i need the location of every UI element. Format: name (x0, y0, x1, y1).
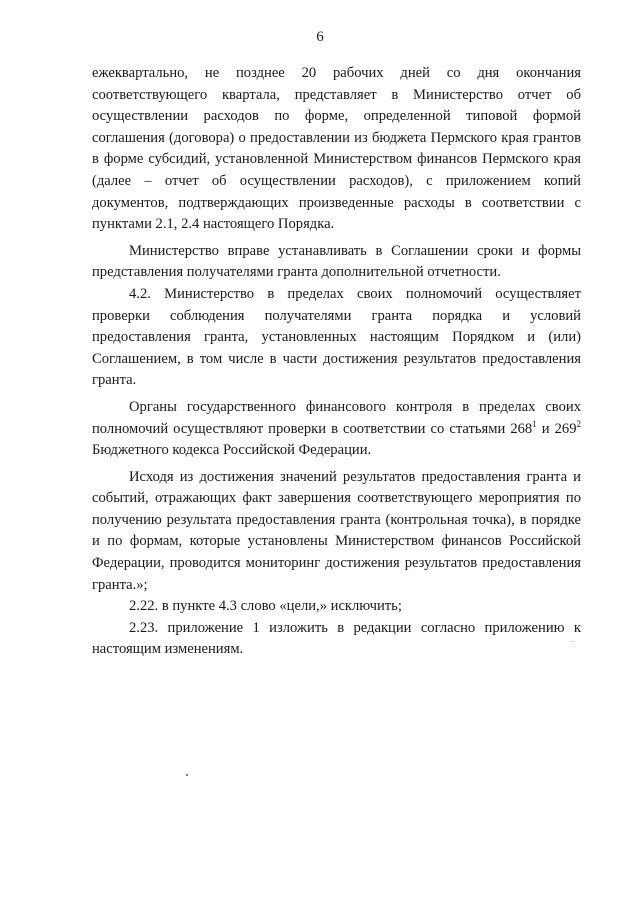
paragraph-2-22: 2.22. в пункте 4.3 слово «цели,» исключить; (129, 598, 402, 615)
paragraph-4-2-inspections: 4.2. Министерство в пределах своих полномочий осуществляет проверки соблюдения получателями гранта порядка и условий предоставления гранта, установленных настоящим Порядком и (или) Соглашением, в том числе в части достижения результатов предоставления гранта. (92, 285, 581, 389)
financial-control-text-start: Органы государственного финансового контроля в пределах своих полномочий осуществляют проверки в соответствии со статьями 268 (92, 398, 581, 437)
financial-control-text-end: Бюджетного кодекса Российской Федерации. (92, 442, 372, 459)
scan-speck (571, 641, 572, 642)
paragraph-report-continuation: ежеквартально, не позднее 20 рабочих дней со дня окончания соответствующего квартала, представляет в Министерство отчет об осуществлении расходов по форме, определенной типовой формой соглашения (договора) о предоставлении из бюджета Пермского края грантов в форме субсидий, установленной Министерством финансов Пермского края (далее – отчет об осуществлении расходов), с приложением копий документов, подтверждающих произведенные расходы в соответствии с пунктами 2.1, 2.4 настоящего Порядка. (92, 65, 581, 233)
scan-speck (186, 774, 188, 776)
article-269-superscript: 2 (576, 418, 582, 429)
document-body (92, 63, 581, 661)
article-268-superscript: 1 (532, 418, 537, 429)
financial-control-text-middle: и 269 (536, 420, 577, 437)
paragraph-additional-reporting: Министерство вправе устанавливать в Соглашении сроки и формы представления получателями гранта дополнительной отчетности. (92, 242, 581, 281)
paragraph-financial-control (92, 397, 581, 462)
paragraph-2-23: 2.23. приложение 1 изложить в редакции согласно приложению к настоящим изменениям. (92, 619, 581, 658)
page-number: 6 (316, 29, 324, 45)
paragraph-monitoring: Исходя из достижения значений результатов предоставления гранта и событий, отражающих факт завершения соответствующего мероприятия по получению результата предоставления гранта (контрольная точка), в порядке и по формам, которые установлены Министерством финансов Российской Федерации, проводится мониторинг достижения результатов предоставления гранта.»; (92, 468, 581, 593)
